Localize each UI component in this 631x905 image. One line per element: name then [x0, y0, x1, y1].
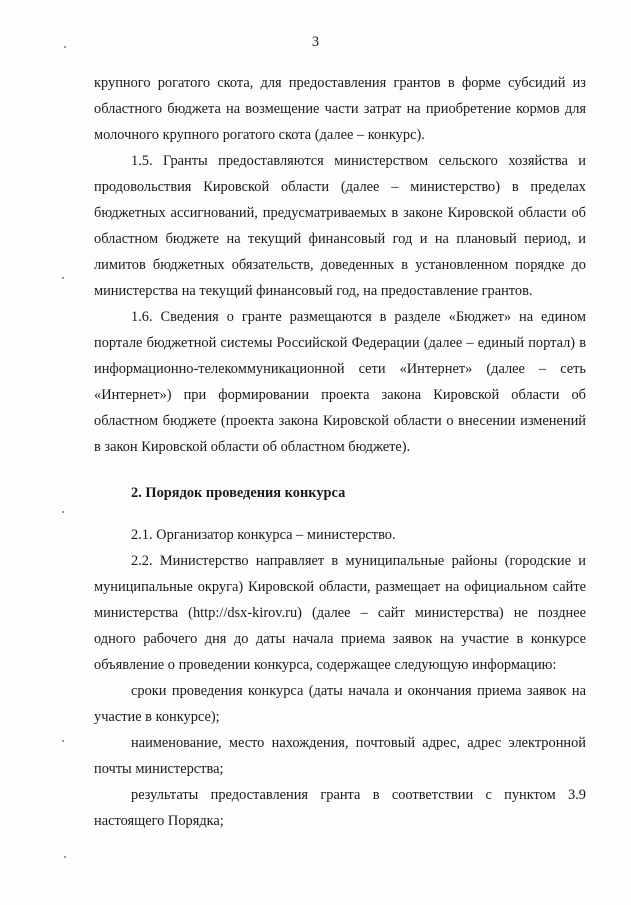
page-number: 3 [311, 34, 320, 50]
list-item-terms: сроки проведения конкурса (даты начала и окончания приема заявок на участие в конкурсе); [94, 683, 586, 725]
scan-speck [62, 511, 64, 513]
scan-speck [62, 740, 64, 742]
paragraph-2-1: 2.1. Организатор конкурса – министерство. [131, 527, 396, 543]
scan-speck [64, 46, 66, 48]
document-body [94, 70, 586, 834]
list-item-contacts: наименование, место нахождения, почтовый адрес, адрес электронной почты министерства; [94, 735, 586, 777]
paragraph-1-5: 1.5. Гранты предоставляются министерством сельского хозяйства и продовольствия Кировской области (далее – министерство) в пределах бюджетных ассигнований, предусматриваемых в законе Кировской области об областном бюджете на текущий финансовый год и на плановый период, и лимитов бюджетных обязательств, доведенных в установленном порядке до министерства на текущий финансовый год, на предоставление грантов. [94, 153, 586, 299]
scan-speck [64, 856, 66, 858]
section-heading: 2. Порядок проведения конкурса [131, 485, 346, 501]
paragraph-continuation: крупного рогатого скота, для предоставления грантов в форме субсидий из областного бюджета на возмещение части затрат на приобретение кормов для молочного крупного рогатого скота (далее – конкурс). [94, 75, 586, 143]
paragraph-1-6: 1.6. Сведения о гранте размещаются в разделе «Бюджет» на едином портале бюджетной системы Российской Федерации (далее – единый портал) в информационно-телекоммуникационной сети «Интернет» (далее – сеть «Интернет») при формировании проекта закона Кировской области об областном бюджете (проекта закона Кировской области о внесении изменений в закон Кировской области об областном бюджете). [94, 309, 586, 455]
paragraph-2-2: 2.2. Министерство направляет в муниципальные районы (городские и муниципальные округа) Кировской области, размещает на официальном сайте министерства (http://dsx-kirov.ru) (далее – сайт министерства) не позднее одного рабочего дня до даты начала приема заявок на участие в конкурсе объявление о проведении конкурса, содержащее следующую информацию: [94, 553, 586, 673]
list-item-results: результаты предоставления гранта в соответствии с пунктом 3.9 настоящего Порядка; [94, 787, 586, 829]
scan-speck [62, 277, 64, 279]
